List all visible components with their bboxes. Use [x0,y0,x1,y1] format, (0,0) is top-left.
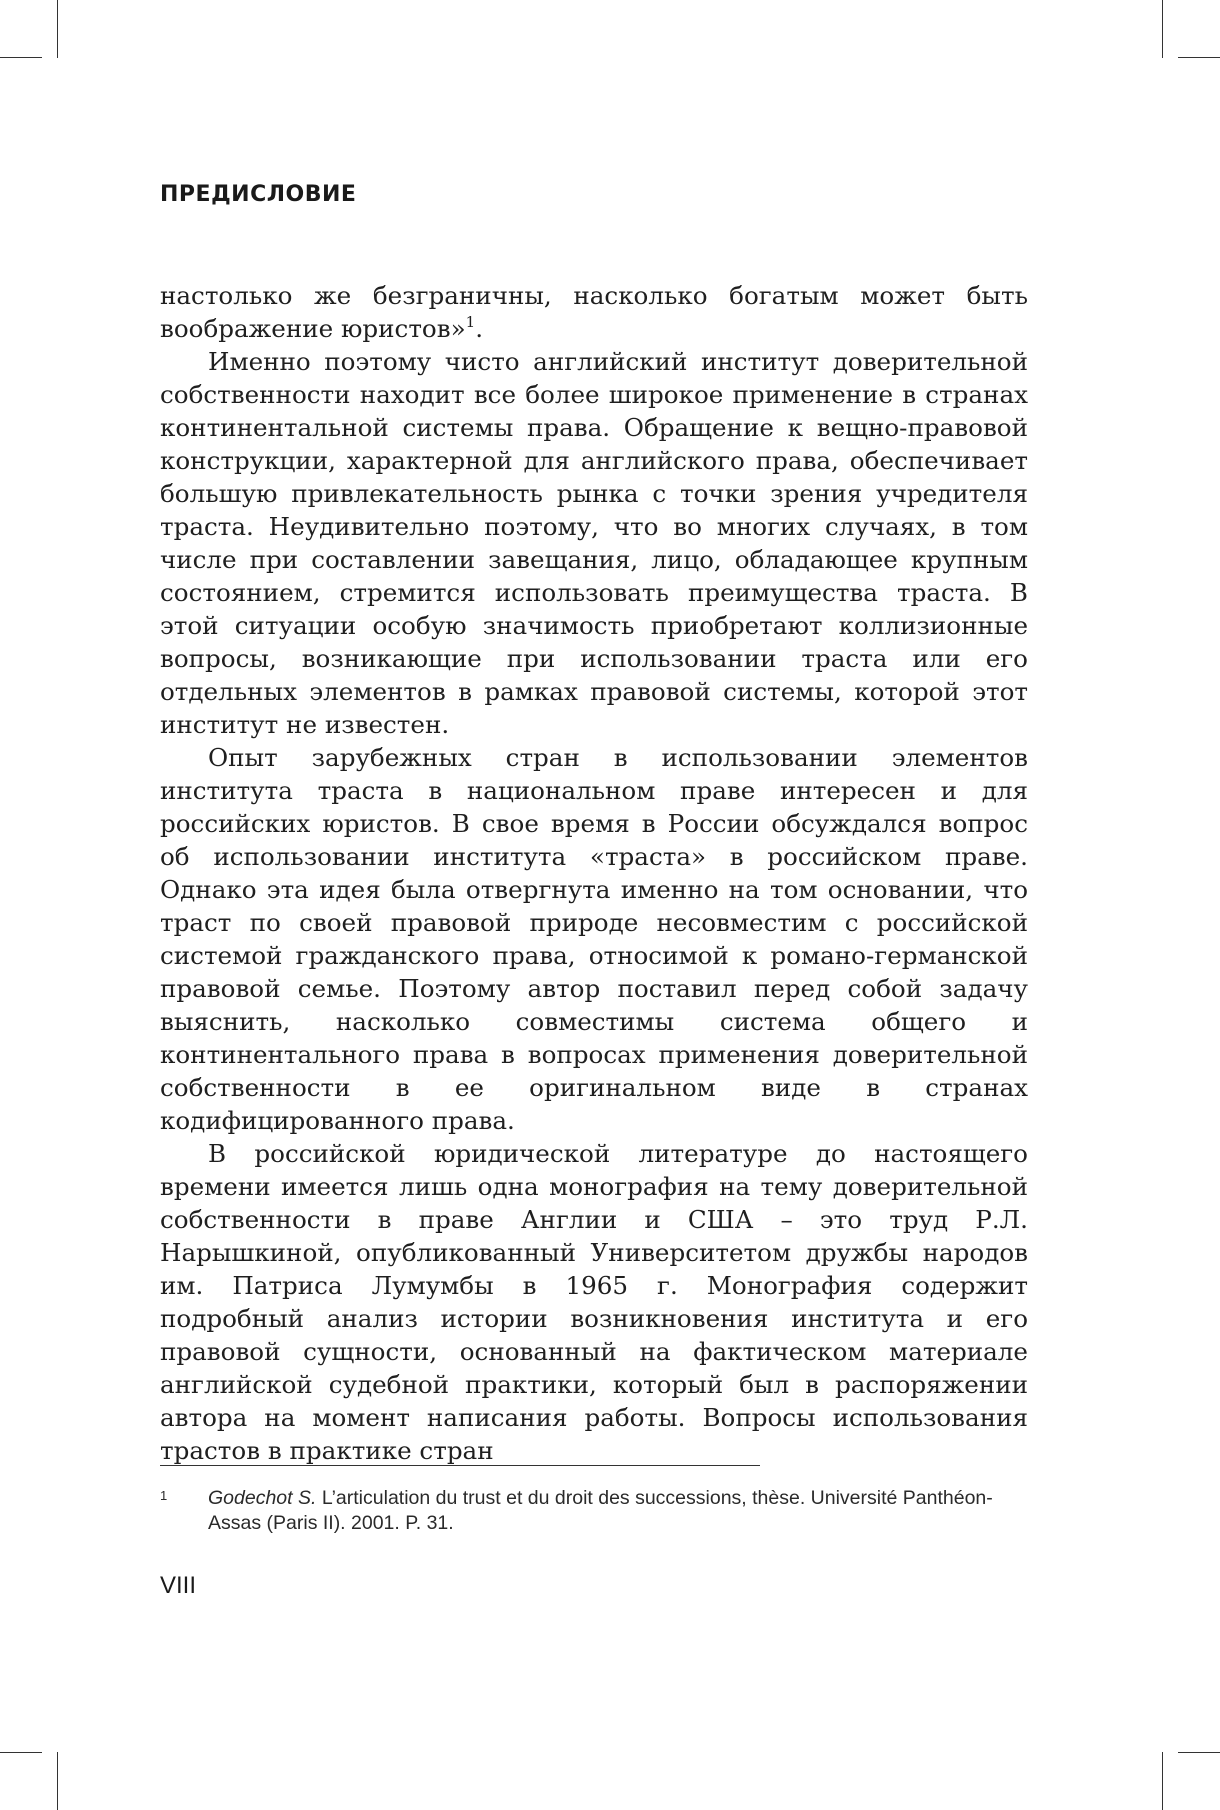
crop-mark-bottom-left-horizontal [0,1752,42,1753]
body-text [160,279,1028,1467]
crop-mark-top-left-horizontal [0,57,42,58]
paragraph-2: Именно поэтому чисто английский институт доверительной собственности находит все более широкое применение в странах континентальной системы права. Обращение к вещно-правовой конструкции, характерной для английского права, обеспечивает большую привлекательность рынка с точки зрения учредителя траста. Неудивительно поэтому, что во многих случаях, в том числе при составлении завещания, лицо, обладающее крупным состоянием, стремится использовать преимущества траста. В этой ситуации особую значимость приобретают коллизионные вопросы, возникающие при использовании траста или его отдельных элементов в рамках правовой системы, которой этот институт не известен. [160,347,1028,739]
paragraph-4: В российской юридической литературе до настоящего времени имеется лишь одна монография на тему доверительной собственности в праве Англии и США – это труд Р.Л. Нарышкиной, опубликованный Университетом дружбы народов им. Патриса Лумумбы в 1965 г. Монография содержит подробный анализ истории возникновения института и его правовой сущности, основанный на фактическом материале английской судебной практики, который был в распоряжении автора на момент написания работы. Вопросы использования трастов в практике стран [160,1139,1028,1465]
footnote [160,1486,1028,1536]
crop-mark-bottom-right-vertical [1162,1752,1163,1810]
crop-mark-top-right-vertical [1162,0,1163,58]
footnote-body [208,1486,1028,1536]
running-head: ПРЕДИСЛОВИЕ [160,182,357,207]
paragraph-1 [160,279,1028,345]
footnote-reference: 1 [465,313,476,331]
crop-mark-top-right-horizontal [1178,57,1220,58]
page-number: VIII [160,1572,197,1599]
footnote-text: L’articulation du trust et du droit des successions, thèse. Université Panthéon-Assas (Paris II). 2001. P. 31. [208,1487,993,1534]
paragraph-1-tail: . [475,314,484,343]
paragraph-1-text: настолько же безграничны, насколько богатым может быть воображение юристов» [160,281,1028,343]
crop-mark-bottom-right-horizontal [1178,1752,1220,1753]
crop-mark-top-left-vertical [57,0,58,58]
crop-mark-bottom-left-vertical [57,1752,58,1810]
footnote-author: Godechot S. [208,1487,317,1509]
footnote-rule [160,1465,760,1466]
paragraph-3: Опыт зарубежных стран в использовании элементов института траста в национальном праве интересен и для российских юристов. В свое время в России обсуждался вопрос об использовании института «траста» в российском праве. Однако эта идея была отвергнута именно на том основании, что траст по своей правовой природе несовместим с российской системой гражданского права, относимой к романо-германской правовой семье. Поэтому автор поставил перед собой задачу выяснить, насколько совместимы система общего и континентального права в вопросах применения доверительной собственности в ее оригинальном виде в странах кодифицированного права. [160,743,1028,1135]
footnote-number: 1 [160,1488,168,1503]
